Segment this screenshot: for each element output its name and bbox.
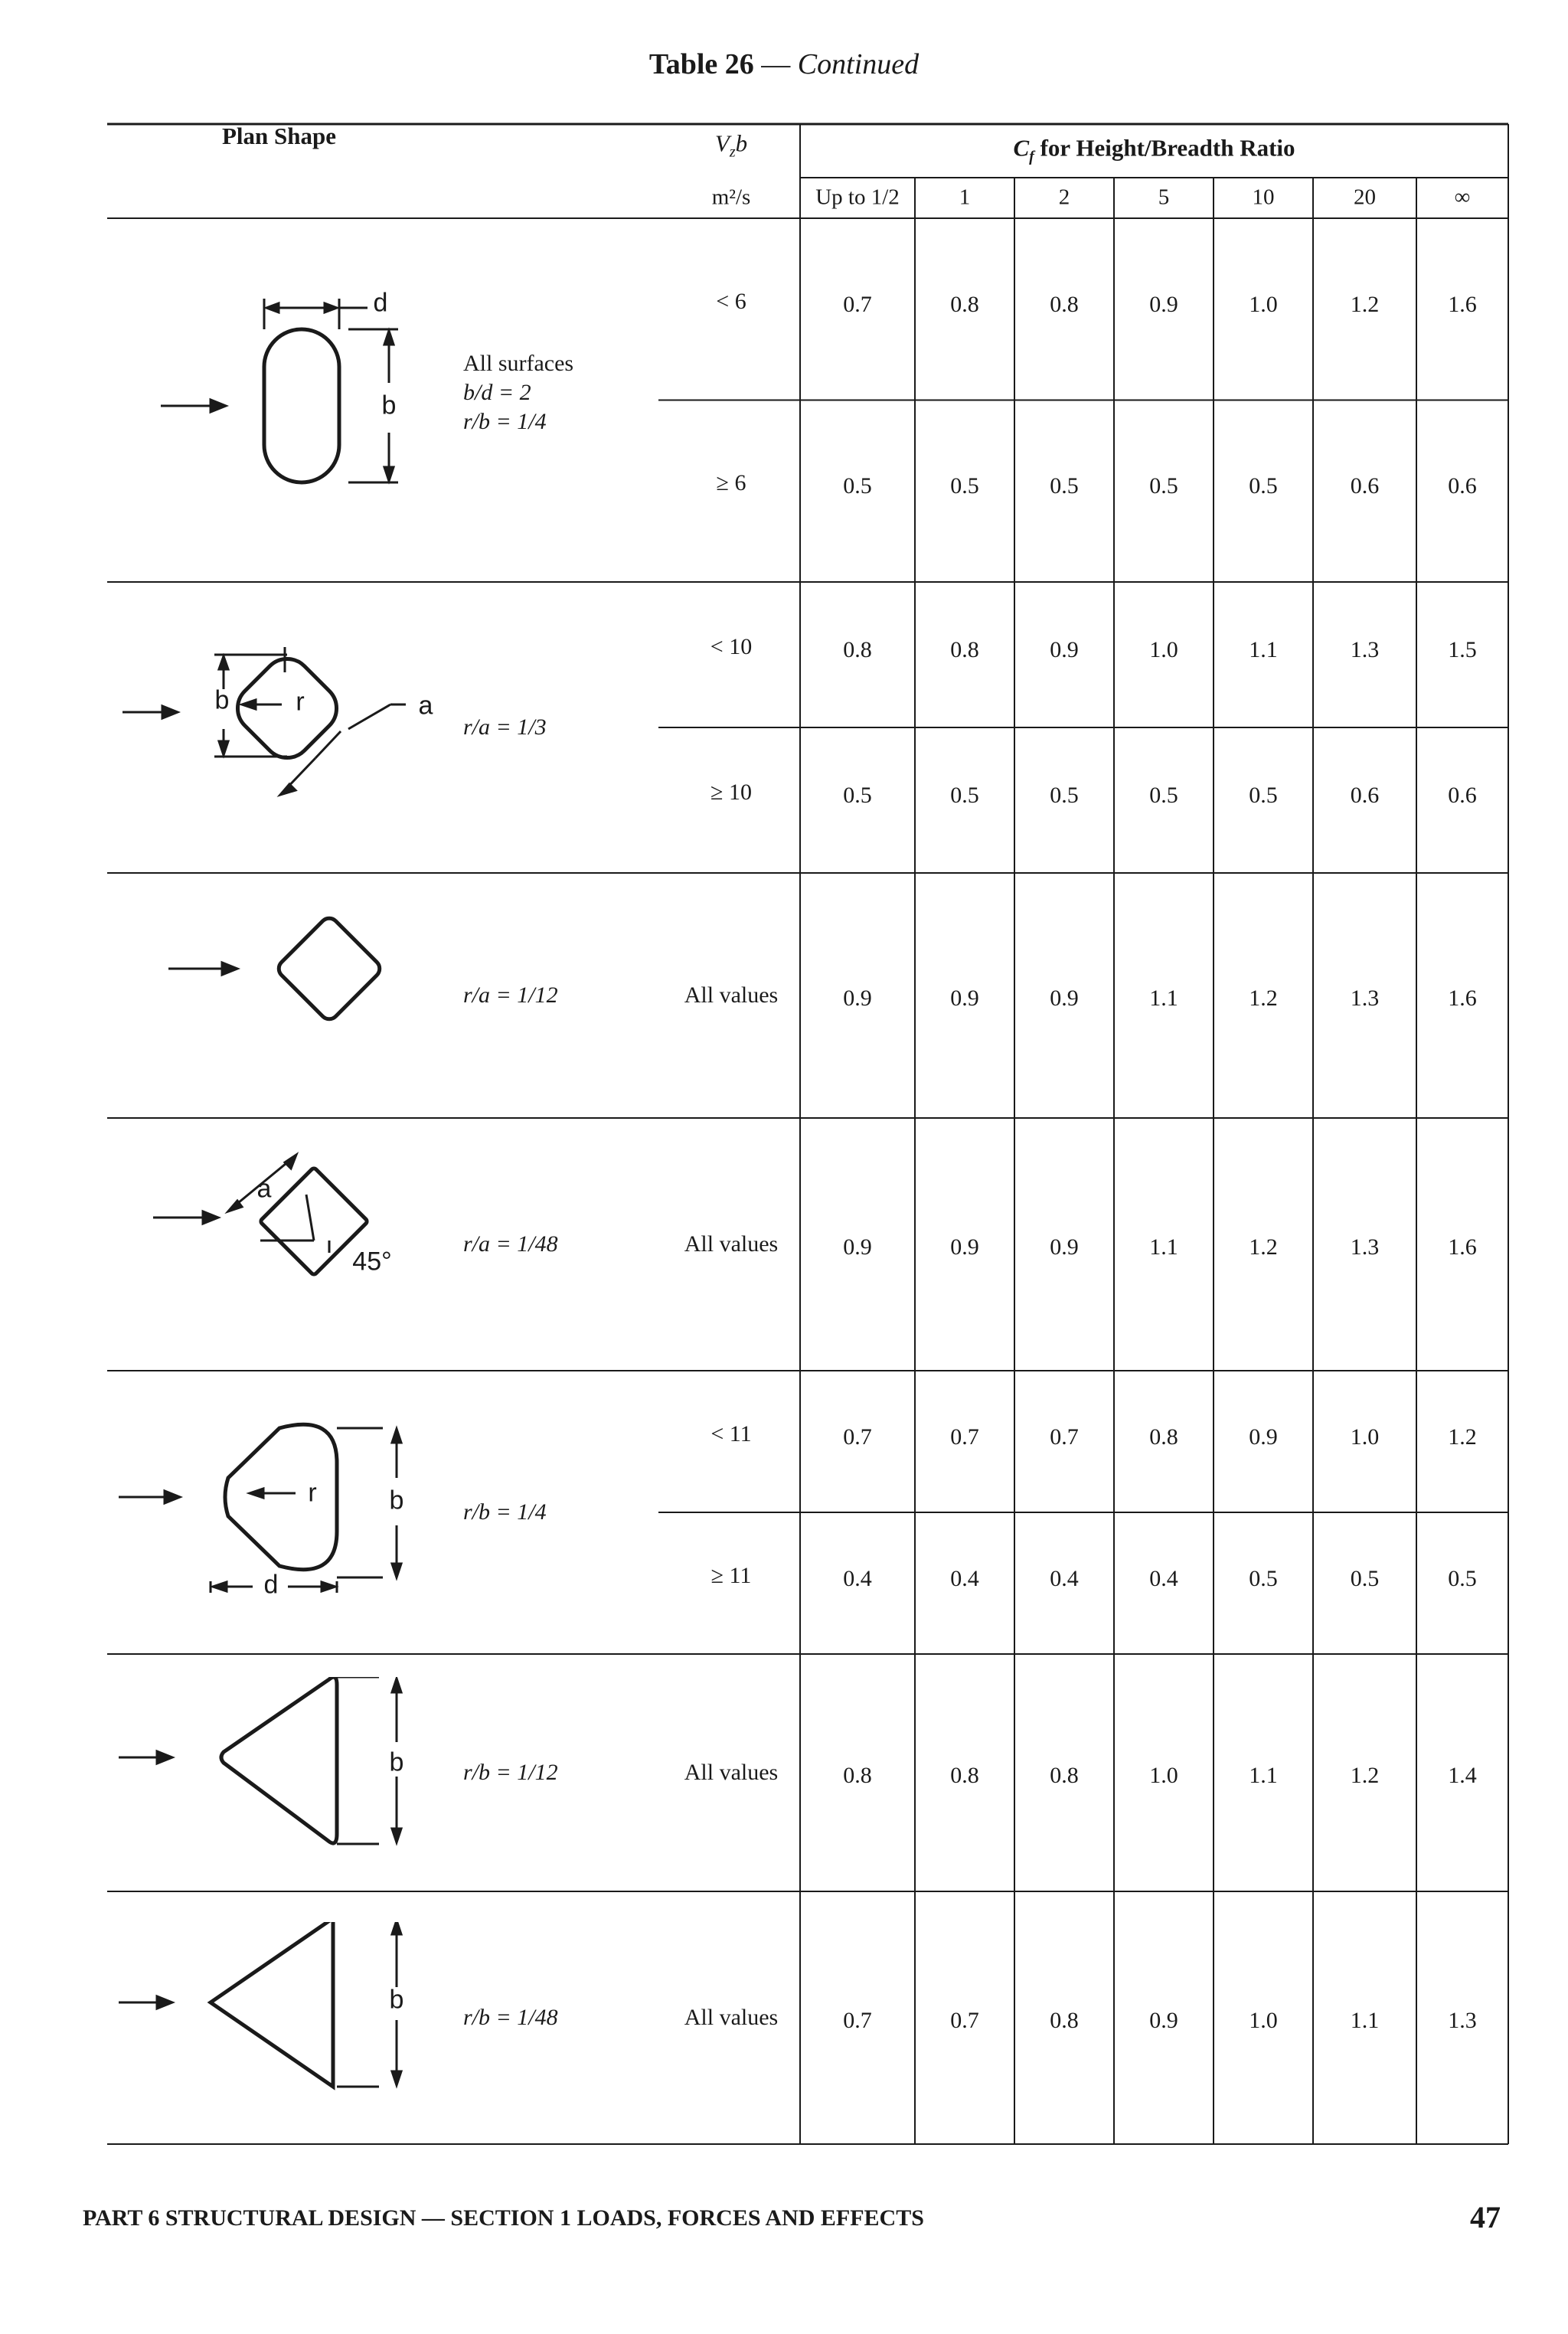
cf-value-cell: 0.9 [1050, 637, 1079, 662]
cf-value-cell: 1.3 [1350, 1234, 1380, 1260]
cf-value-cell: 0.9 [843, 1234, 872, 1260]
cf-value-cell: 0.7 [950, 2008, 979, 2033]
vzb-range-label: All values [684, 2005, 779, 2030]
cf-value-cell: 0.6 [1448, 473, 1477, 499]
vzb-range-label: < 11 [710, 1420, 752, 1446]
cf-header [1013, 134, 1295, 165]
cf-tail: for Height/Breadth Ratio [1034, 134, 1295, 162]
vzb-tail: b [735, 129, 748, 157]
cf-value-cell: 0.8 [1050, 1763, 1079, 1788]
cf-value-cell: 1.1 [1249, 637, 1278, 662]
dim-r-label: r [296, 687, 305, 717]
cf-value-cell: 1.3 [1350, 637, 1380, 662]
cf-value-cell: 0.8 [950, 637, 979, 662]
cf-value-cell: 0.4 [950, 1565, 979, 1591]
cf-value-cell: 1.6 [1448, 291, 1477, 317]
cf-value-cell: 0.9 [1149, 2008, 1178, 2033]
cf-value-cell: 1.6 [1448, 1234, 1477, 1260]
ratio-header: 2 [1058, 185, 1070, 210]
cf-value-cell: 0.6 [1448, 783, 1477, 808]
vzb-symbol: V [714, 129, 730, 157]
shape-note: r/b = 1/4 [463, 1499, 547, 1525]
vzb-range-label: ≥ 10 [710, 780, 752, 805]
cf-value-cell: 1.2 [1350, 1763, 1380, 1788]
cf-value-cell: 0.5 [1249, 473, 1278, 499]
shape-note: r/b = 1/4 [463, 408, 547, 434]
cf-value-cell: 0.5 [1350, 1565, 1380, 1591]
dim-r-label: r [308, 1478, 317, 1508]
cf-value-cell: 1.1 [1350, 2008, 1380, 2033]
cf-value-cell: 0.9 [1050, 1234, 1079, 1260]
cf-value-cell: 0.5 [1249, 783, 1278, 808]
dim-b-label: b [389, 1985, 404, 2015]
cf-value-cell: 0.5 [1448, 1565, 1477, 1591]
ratio-header: ∞ [1454, 185, 1471, 210]
cf-value-cell: 0.4 [1050, 1565, 1079, 1591]
cf-value-cell: 0.4 [1149, 1565, 1178, 1591]
cf-value-cell: 1.2 [1249, 986, 1278, 1011]
cf-value-cell: 0.9 [950, 1234, 979, 1260]
vzb-range-label: ≥ 6 [716, 470, 746, 496]
dim-b-label: b [389, 1486, 404, 1515]
page-number: 47 [1470, 2200, 1501, 2234]
cf-value-cell: 0.7 [1050, 1424, 1079, 1450]
obround-shape-icon [145, 276, 482, 498]
title-dash: — [761, 48, 791, 80]
cf-value-cell: 1.0 [1249, 2008, 1278, 2033]
cf-subscript: f [1029, 148, 1034, 165]
cf-value-cell: 0.6 [1350, 783, 1380, 808]
cf-value-cell: 0.5 [950, 783, 979, 808]
cf-value-cell: 0.9 [950, 986, 979, 1011]
diamond-rounded-shape-icon [161, 896, 406, 1064]
cf-value-cell: 0.7 [843, 1424, 872, 1450]
dim-b-label: b [214, 685, 230, 715]
ratio-header: 1 [959, 185, 971, 210]
shape-note: b/d = 2 [463, 379, 531, 405]
cf-value-cell: 0.5 [1050, 473, 1079, 499]
cf-value-cell: 0.8 [843, 637, 872, 662]
cf-value-cell: 0.9 [1249, 1424, 1278, 1450]
cf-value-cell: 0.7 [950, 1424, 979, 1450]
cf-value-cell: 0.5 [1149, 783, 1178, 808]
ratio-header: 10 [1252, 185, 1275, 210]
cf-value-cell: 0.7 [843, 291, 872, 317]
title-continued: Continued [797, 48, 920, 80]
cf-value-cell: 0.6 [1350, 473, 1380, 499]
cf-value-cell: 0.5 [1149, 473, 1178, 499]
cf-value-cell: 1.6 [1448, 986, 1477, 1011]
dim-a-label: a [418, 691, 433, 721]
shape-note: r/b = 1/48 [463, 2005, 558, 2030]
vzb-range-label: All values [684, 1231, 779, 1257]
cf-value-cell: 1.3 [1350, 986, 1380, 1011]
vzb-header [715, 129, 747, 161]
cf-value-cell: 1.0 [1350, 1424, 1380, 1450]
cf-value-cell: 0.8 [1050, 2008, 1079, 2033]
triangle-small-radius-shape-icon [115, 1677, 421, 1861]
cf-value-cell: 0.5 [950, 473, 979, 499]
cf-value-cell: 1.2 [1350, 291, 1380, 317]
cf-value-cell: 1.1 [1149, 1234, 1178, 1260]
cf-symbol: C [1013, 134, 1030, 162]
cf-value-cell: 0.8 [843, 1763, 872, 1788]
cf-value-cell: 0.8 [1050, 291, 1079, 317]
ratio-header: 5 [1158, 185, 1170, 210]
cf-value-cell: 0.8 [950, 1763, 979, 1788]
ratio-header: 20 [1354, 185, 1376, 210]
vzb-range-label: All values [684, 1760, 779, 1785]
dim-b-label: b [381, 391, 397, 420]
cf-value-cell: 0.8 [950, 291, 979, 317]
cf-value-cell: 1.0 [1149, 1763, 1178, 1788]
vzb-range-label: ≥ 11 [710, 1562, 752, 1588]
dim-d-label: d [263, 1570, 279, 1600]
cf-value-cell: 0.8 [1149, 1424, 1178, 1450]
shape-note: r/a = 1/48 [463, 1231, 558, 1257]
vzb-range-label: All values [684, 982, 779, 1008]
dim-b-label: b [389, 1747, 404, 1777]
page-footer: PART 6 STRUCTURAL DESIGN — SECTION 1 LOADS, FORCES AND EFFECTS [83, 2205, 924, 2231]
vzb-range-label: < 6 [716, 288, 746, 314]
cf-value-cell: 1.4 [1448, 1763, 1477, 1788]
dim-d-label: d [373, 288, 388, 318]
shape-note: All surfaces [463, 350, 574, 376]
vzb-range-label: < 10 [710, 634, 753, 659]
cf-value-cell: 0.5 [1249, 1565, 1278, 1591]
cf-value-cell: 1.3 [1448, 2008, 1477, 2033]
cf-value-cell: 0.5 [843, 473, 872, 499]
cf-value-cell: 1.1 [1249, 1763, 1278, 1788]
cf-value-cell: 0.7 [843, 2008, 872, 2033]
cf-value-cell: 0.5 [843, 783, 872, 808]
vzb-subscript: z [729, 143, 736, 161]
angle-label: 45° [352, 1247, 392, 1277]
cf-value-cell: 1.2 [1448, 1424, 1477, 1450]
cf-value-cell: 0.5 [1050, 783, 1079, 808]
cf-value-cell: 1.2 [1249, 1234, 1278, 1260]
plan-shape-header: Plan Shape [222, 123, 337, 149]
dim-a-label: a [256, 1174, 272, 1204]
rounded-diamond-shape-icon [115, 643, 467, 804]
shape-note: r/a = 1/12 [463, 982, 558, 1008]
diamond-sharp-shape-icon [145, 1149, 421, 1317]
shape-note: r/a = 1/3 [463, 714, 547, 740]
shape-note: r/b = 1/12 [463, 1760, 558, 1785]
triangle-sharp-shape-icon [115, 1922, 421, 2106]
cf-value-cell: 0.4 [843, 1565, 872, 1591]
cf-value-cell: 1.5 [1448, 637, 1477, 662]
ratio-header: Up to 1/2 [815, 185, 900, 210]
cf-value-cell: 0.9 [1050, 986, 1079, 1011]
table-label: Table 26 [648, 48, 754, 80]
cf-value-cell: 1.0 [1149, 637, 1178, 662]
cf-value-cell: 1.0 [1249, 291, 1278, 317]
vzb-units-header: m²/s [711, 185, 751, 210]
cf-value-cell: 0.9 [843, 986, 872, 1011]
cf-value-cell: 1.1 [1149, 986, 1178, 1011]
cf-value-cell: 0.9 [1149, 291, 1178, 317]
